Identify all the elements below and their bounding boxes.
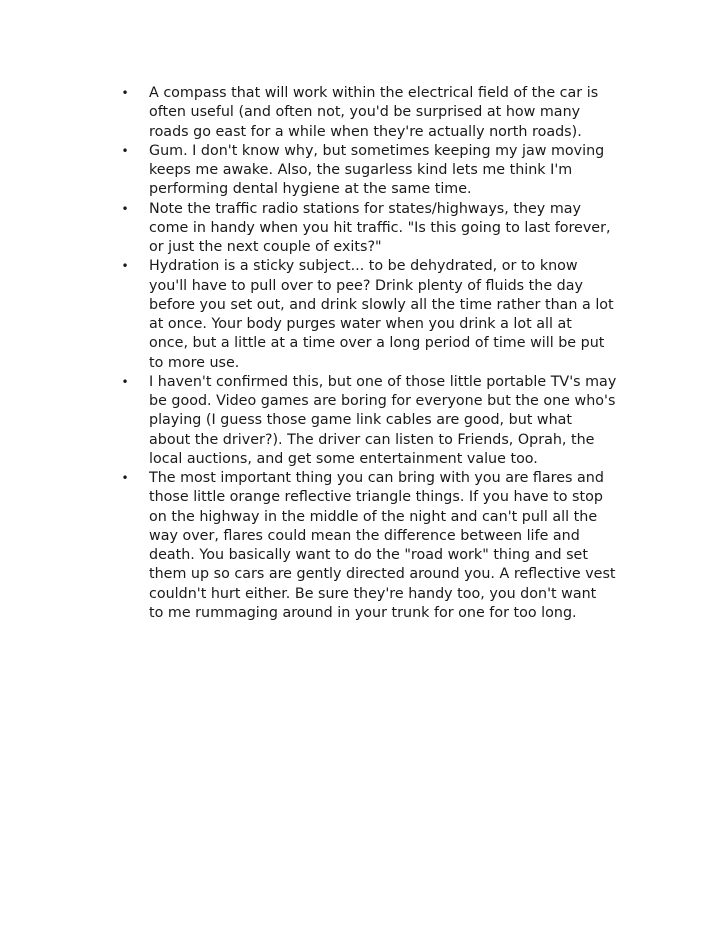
list-item-text: Gum. I don't know why, but sometimes keeping my jaw moving keeps me awake. Also, the sugarless kind lets me think I'm performing dental hygiene at the same time. xyxy=(149,142,605,198)
list-item xyxy=(118,373,638,469)
bullet-icon: • xyxy=(121,143,129,158)
list-item-text: Note the traffic radio stations for states/highways, they may come in handy when you hit traffic. "Is this going to last forever, or just the next couple of exits?" xyxy=(149,200,611,255)
bullet-icon: • xyxy=(121,471,129,485)
bullet-list xyxy=(118,84,638,623)
list-item xyxy=(118,142,638,200)
list-item-text: The most important thing you can bring with you are flares and those little orange reflective triangle things. If you have to stop on the highway in the middle of the night and can't pull all the way over, flares could mean the difference between life and death. You basically want to do the "road work" thing and set them up so cars are gently directed around you. A reflective vest couldn't hurt either. Be sure they're handy too, you don't want to me rummaging around in your trunk for one for too long. xyxy=(149,470,616,621)
bullet-icon: • xyxy=(121,86,129,100)
list-item-text: A compass that will work within the electrical field of the car is often useful (and often not, you'd be surprised at how many roads go east for a while when they're actually north roads). xyxy=(149,85,599,140)
list-item xyxy=(118,200,638,258)
list-item xyxy=(118,469,638,623)
bullet-icon: • xyxy=(121,259,129,274)
bullet-icon: • xyxy=(121,374,129,389)
list-item-text: Hydration is a sticky subject... to be dehydrated, or to know you'll have to pull over to pee? Drink plenty of fluids the day before you set out, and drink slowly all the time rather than a lot at once. Your body purges water when you drink a lot all at once, but a little at a time over a long period of time will be put to more use. xyxy=(149,258,614,371)
list-item xyxy=(118,84,638,142)
list-item xyxy=(118,257,638,373)
list-item-text: I haven't confirmed this, but one of those little portable TV's may be good. Video games are boring for everyone but the one who's playing (I guess those game link cables are good, but what about the driver?). The driver can listen to Friends, Oprah, the local auctions, and get some entertainment value too. xyxy=(149,373,617,467)
bullet-icon: • xyxy=(121,201,129,216)
